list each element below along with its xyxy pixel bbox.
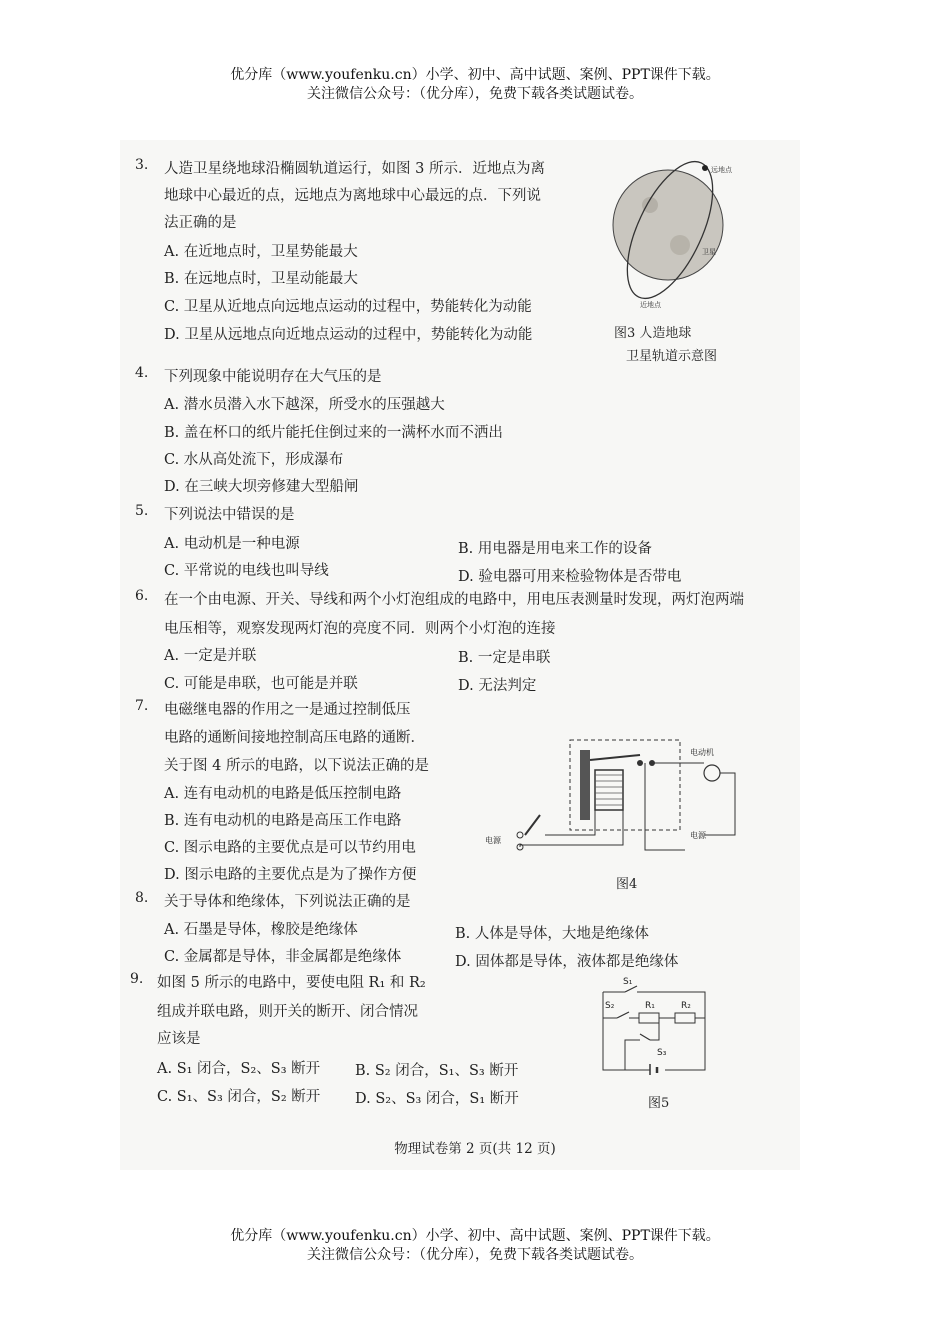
question-8-stem: 关于导体和绝缘体，下列说法正确的是 [164, 894, 411, 910]
figure-3-orbit-diagram [600, 150, 750, 315]
question-4-option-b: B. 盖在杯口的纸片能托住倒过来的一满杯水而不洒出 [164, 425, 503, 441]
relay-armature [590, 755, 640, 760]
label-low-source: 电源 [485, 836, 501, 845]
question-5-option-c: C. 平常说的电线也叫导线 [164, 563, 329, 579]
question-4-number: 4. [135, 365, 149, 381]
banner-line-1: 优分库（www.youfenku.cn）小学、初中、高中试题、案例、PPT课件下载。 [230, 67, 720, 83]
question-4-option-d: D. 在三峡大坝旁修建大型船闸 [164, 479, 359, 495]
high-voltage-return [645, 763, 685, 850]
question-5-stem: 下列说法中错误的是 [164, 507, 295, 523]
question-7-stem-2: 电路的通断间接地控制高压电路的通断． [164, 730, 425, 746]
top-banner [0, 66, 950, 104]
label-s1: S₁ [623, 977, 633, 987]
question-8-option-b: B. 人体是导体，大地是绝缘体 [455, 926, 649, 942]
question-7-option-b: B. 连有电动机的电路是高压工作电路 [164, 813, 402, 829]
question-6-number: 6. [135, 588, 149, 604]
label-s2: S₂ [605, 1001, 615, 1011]
label-near-point: 近地点 [640, 301, 661, 309]
question-6-option-c: C. 可能是串联，也可能是并联 [164, 676, 358, 692]
question-6-stem-1: 在一个由电源、开关、导线和两个小灯泡组成的电路中，用电压表测量时发现，两灯泡两端 [164, 592, 744, 608]
question-6-option-a: A. 一定是并联 [164, 648, 257, 664]
label-high-source: 电源 [690, 831, 706, 840]
question-3-option-d: D. 卫星从远地点向近地点运动的过程中，势能转化为动能 [164, 327, 533, 343]
question-5-number: 5. [135, 503, 149, 519]
question-3-number: 3. [135, 157, 149, 173]
question-9-option-a: A. S₁ 闭合，S₂、S₃ 断开 [157, 1061, 321, 1077]
question-7-stem-1: 电磁继电器的作用之一是通过控制低压 [164, 702, 411, 718]
question-3-stem-3: 法正确的是 [164, 215, 237, 231]
question-4-option-c: C. 水从高处流下，形成瀑布 [164, 452, 344, 468]
question-6-option-d: D. 无法判定 [458, 678, 537, 694]
banner-line-1: 优分库（www.youfenku.cn）小学、初中、高中试题、案例、PPT课件下载。 [230, 1228, 720, 1244]
banner-line-2: 关注微信公众号：（优分库），免费下载各类试题试卷。 [307, 86, 643, 102]
satellite-marker [702, 165, 708, 171]
question-3-option-a: A. 在近地点时，卫星势能最大 [164, 244, 358, 260]
figure-3-caption-1: 图3 人造地球 [614, 326, 692, 341]
high-voltage-wire [652, 763, 735, 835]
figure-5-circuit [595, 970, 725, 1075]
banner-line-2: 关注微信公众号：（优分库），免费下载各类试题试卷。 [307, 1247, 643, 1263]
question-7-option-d: D. 图示电路的主要优点是为了操作方便 [164, 867, 417, 883]
resistor-r2 [675, 1013, 695, 1023]
switch-s2 [617, 1012, 629, 1018]
label-s3: S₃ [657, 1048, 667, 1058]
question-4-stem: 下列现象中能说明存在大气压的是 [164, 369, 382, 385]
relay-contact [637, 760, 643, 766]
question-3-option-c: C. 卫星从近地点向远地点运动的过程中，势能转化为动能 [164, 299, 532, 315]
question-9-stem-3: 应该是 [157, 1031, 201, 1047]
label-r1: R₁ [645, 1001, 655, 1011]
earth-texture [670, 235, 690, 255]
question-9-option-d: D. S₂、S₃ 闭合，S₁ 断开 [355, 1091, 519, 1107]
control-wire [520, 810, 623, 847]
question-8-option-d: D. 固体都是导体，液体都是绝缘体 [455, 954, 679, 970]
question-7-stem-3: 关于图 4 所示的电路，以下说法正确的是 [164, 758, 429, 774]
label-motor: 电动机 [690, 748, 714, 757]
question-7-option-c: C. 图示电路的主要优点是可以节约用电 [164, 840, 416, 856]
question-9-stem-2: 组成并联电路，则开关的断开、闭合情况 [157, 1004, 418, 1020]
question-6-stem-2: 电压相等，观察发现两灯泡的亮度不同．则两个小灯泡的连接 [164, 621, 556, 637]
question-5-option-d: D. 验电器可用来检验物体是否带电 [458, 569, 682, 585]
question-9-option-b: B. S₂ 闭合，S₁、S₃ 断开 [355, 1063, 519, 1079]
figure-5-caption: 图5 [648, 1096, 670, 1111]
bottom-banner [0, 1227, 950, 1265]
question-4-option-a: A. 潜水员潜入水下越深，所受水的压强越大 [164, 397, 445, 413]
control-switch [525, 815, 540, 835]
coil-windings [595, 775, 623, 805]
question-7-number: 7. [135, 698, 149, 714]
question-6-option-b: B. 一定是串联 [458, 650, 551, 666]
question-7-option-a: A. 连有电动机的电路是低压控制电路 [164, 786, 402, 802]
label-far-point: 远地点 [711, 166, 732, 174]
figure-4-relay-circuit [480, 735, 750, 865]
label-r2: R₂ [681, 1001, 691, 1011]
question-3-option-b: B. 在远地点时，卫星动能最大 [164, 271, 358, 287]
figure-3-caption-2: 卫星轨道示意图 [626, 349, 718, 364]
relay-core [580, 750, 590, 820]
page-footer: 物理试卷第 2 页(共 12 页) [394, 1141, 556, 1157]
label-satellite: 卫星 [702, 248, 716, 256]
question-9-number: 9. [130, 971, 144, 987]
terminal [517, 832, 523, 838]
question-3-stem-2: 地球中心最近的点，远地点为离地球中心最远的点．下列说 [164, 188, 541, 204]
wire-s3-branch [625, 1018, 659, 1070]
question-8-option-a: A. 石墨是导体，橡胶是绝缘体 [164, 922, 358, 938]
figure-4-caption: 图4 [616, 877, 638, 892]
question-9-stem-1: 如图 5 所示的电路中，要使电阻 R₁ 和 R₂ [157, 975, 426, 991]
relay-coil [595, 770, 623, 810]
question-3-stem-1: 人造卫星绕地球沿椭圆轨道运行，如图 3 所示．近地点为离 [164, 161, 545, 177]
motor-symbol [704, 765, 720, 781]
question-9-option-c: C. S₁、S₃ 闭合，S₂ 断开 [157, 1089, 321, 1105]
resistor-r1 [639, 1013, 659, 1023]
question-5-option-b: B. 用电器是用电来工作的设备 [458, 541, 652, 557]
question-5-option-a: A. 电动机是一种电源 [164, 536, 300, 552]
question-8-option-c: C. 金属都是导体，非金属都是绝缘体 [164, 949, 402, 965]
question-8-number: 8. [135, 890, 149, 906]
switch-s3 [640, 1034, 650, 1040]
